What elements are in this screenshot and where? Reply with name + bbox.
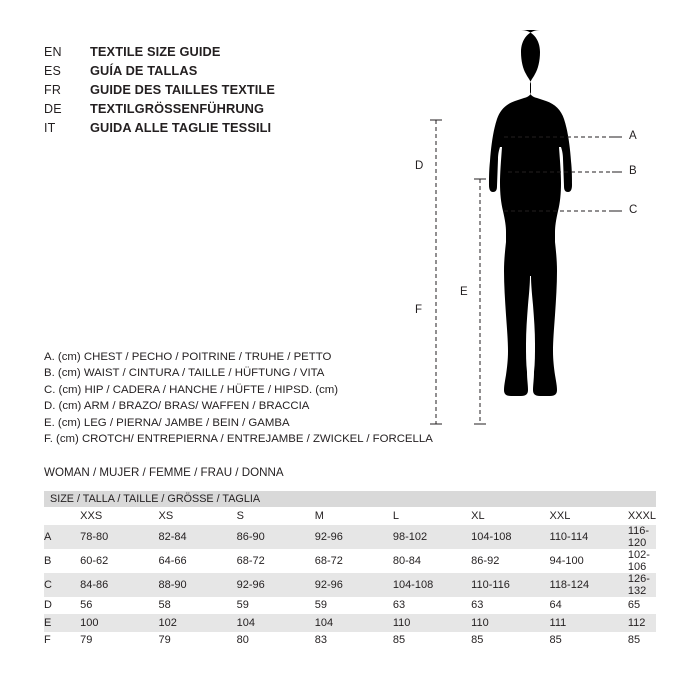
cell: 82-84 — [159, 525, 237, 549]
column-header-xxl: XXL — [550, 507, 628, 525]
language-title: GUIDE DES TAILLES TEXTILE — [90, 82, 275, 97]
column-header-m: M — [315, 507, 393, 525]
cell: 126-132 — [628, 573, 656, 597]
table-row — [44, 614, 656, 632]
cell: 59 — [315, 597, 393, 615]
cell: 92-96 — [315, 525, 393, 549]
cell: 63 — [471, 597, 549, 615]
language-code: DE — [44, 102, 62, 116]
legend-line-f: F. (cm) CROTCH/ ENTREPIERNA / ENTREJAMBE / ZWICKEL / FORCELLA — [44, 433, 433, 446]
table-row — [44, 549, 656, 573]
cell: 118-124 — [550, 573, 628, 597]
row-label-e: E — [44, 614, 80, 632]
cell: 80 — [237, 632, 315, 650]
language-row — [44, 101, 364, 120]
column-header-xxs: XXS — [80, 507, 158, 525]
cell: 63 — [393, 597, 471, 615]
cell: 60-62 — [80, 549, 158, 573]
label-b: B — [629, 165, 637, 177]
cell: 86-90 — [237, 525, 315, 549]
legend-line-c: C. (cm) HIP / CADERA / HANCHE / HÜFTE / HIPSD. (cm) — [44, 383, 339, 396]
language-title: GUIDA ALLE TAGLIE TESSILI — [90, 120, 272, 135]
measure-bracket-e — [474, 179, 486, 424]
cell: 56 — [80, 597, 158, 615]
cell: 104-108 — [393, 573, 471, 597]
cell: 104 — [315, 614, 393, 632]
cell: 110-114 — [550, 525, 628, 549]
column-header-s: S — [237, 507, 315, 525]
leader-lines — [612, 137, 622, 211]
language-code: EN — [44, 45, 62, 59]
language-code: IT — [44, 121, 56, 135]
cell: 116-120 — [628, 525, 656, 549]
legend-line-a: A. (cm) CHEST / PECHO / POITRINE / TRUHE / PETTO — [44, 351, 332, 363]
cell: 102-106 — [628, 549, 656, 573]
language-title: GUÍA DE TALLAS — [90, 63, 198, 78]
cell: 104 — [237, 614, 315, 632]
size-table-wrapper — [44, 491, 656, 649]
cell: 68-72 — [315, 549, 393, 573]
cell: 85 — [550, 632, 628, 650]
language-code: FR — [44, 83, 62, 97]
audience-label: WOMAN / MUJER / FEMME / FRAU / DONNA — [44, 466, 284, 479]
cell: 98-102 — [393, 525, 471, 549]
cell: 65 — [628, 597, 656, 615]
table-header-row — [44, 491, 656, 507]
row-label-b: B — [44, 549, 80, 573]
row-label-d: D — [44, 597, 80, 615]
column-header-xl: XL — [471, 507, 549, 525]
legend-line-b: B. (cm) WAIST / CINTURA / TAILLE / HÜFTUNG / VITA — [44, 367, 325, 380]
table-row — [44, 597, 656, 615]
label-c: C — [629, 204, 638, 216]
label-a: A — [629, 130, 637, 142]
table-column-row — [44, 507, 656, 525]
cell: 78-80 — [80, 525, 158, 549]
language-row — [44, 82, 364, 101]
language-row — [44, 120, 364, 139]
cell: 64 — [550, 597, 628, 615]
table-row — [44, 525, 656, 549]
column-header-xxxl: XXXL — [628, 507, 656, 525]
language-title-block — [44, 44, 364, 139]
language-row — [44, 44, 364, 63]
cell: 94-100 — [550, 549, 628, 573]
language-title: TEXTILE SIZE GUIDE — [90, 44, 221, 59]
row-label-f: F — [44, 632, 80, 650]
size-table — [44, 491, 656, 649]
table-row — [44, 632, 656, 650]
label-f: F — [415, 304, 423, 316]
cell: 84-86 — [80, 573, 158, 597]
column-header-xs: XS — [159, 507, 237, 525]
cell: 85 — [471, 632, 549, 650]
cell: 59 — [237, 597, 315, 615]
cell: 104-108 — [471, 525, 549, 549]
language-row — [44, 63, 364, 82]
legend-line-d: D. (cm) ARM / BRAZO/ BRAS/ WAFFEN / BRACCIA — [44, 400, 310, 413]
cell: 83 — [315, 632, 393, 650]
cell: 112 — [628, 614, 656, 632]
cell: 85 — [393, 632, 471, 650]
cell: 92-96 — [315, 573, 393, 597]
column-header-l: L — [393, 507, 471, 525]
cell: 79 — [80, 632, 158, 650]
cell: 102 — [159, 614, 237, 632]
cell: 79 — [159, 632, 237, 650]
cell: 100 — [80, 614, 158, 632]
legend-line-e: E. (cm) LEG / PIERNA/ JAMBE / BEIN / GAMBA — [44, 416, 290, 429]
table-header-label: SIZE / TALLA / TAILLE / GRÖSSE / TAGLIA — [44, 491, 656, 507]
row-label-c: C — [44, 573, 80, 597]
cell: 110-116 — [471, 573, 549, 597]
cell: 88-90 — [159, 573, 237, 597]
cell: 110 — [471, 614, 549, 632]
cell: 110 — [393, 614, 471, 632]
language-title: TEXTILGRÖSSENFÜHRUNG — [90, 101, 265, 116]
row-label-a: A — [44, 525, 80, 549]
woman-silhouette — [489, 30, 572, 396]
cell: 64-66 — [159, 549, 237, 573]
cell: 111 — [550, 614, 628, 632]
cell: 68-72 — [237, 549, 315, 573]
language-code: ES — [44, 64, 62, 78]
measurement-legend — [44, 349, 464, 447]
cell: 85 — [628, 632, 656, 650]
table-row — [44, 573, 656, 597]
label-d: D — [415, 160, 424, 172]
cell: 86-92 — [471, 549, 549, 573]
cell: 58 — [159, 597, 237, 615]
cell: 80-84 — [393, 549, 471, 573]
cell: 92-96 — [237, 573, 315, 597]
corner-cell — [44, 507, 80, 525]
label-e: E — [460, 286, 468, 298]
